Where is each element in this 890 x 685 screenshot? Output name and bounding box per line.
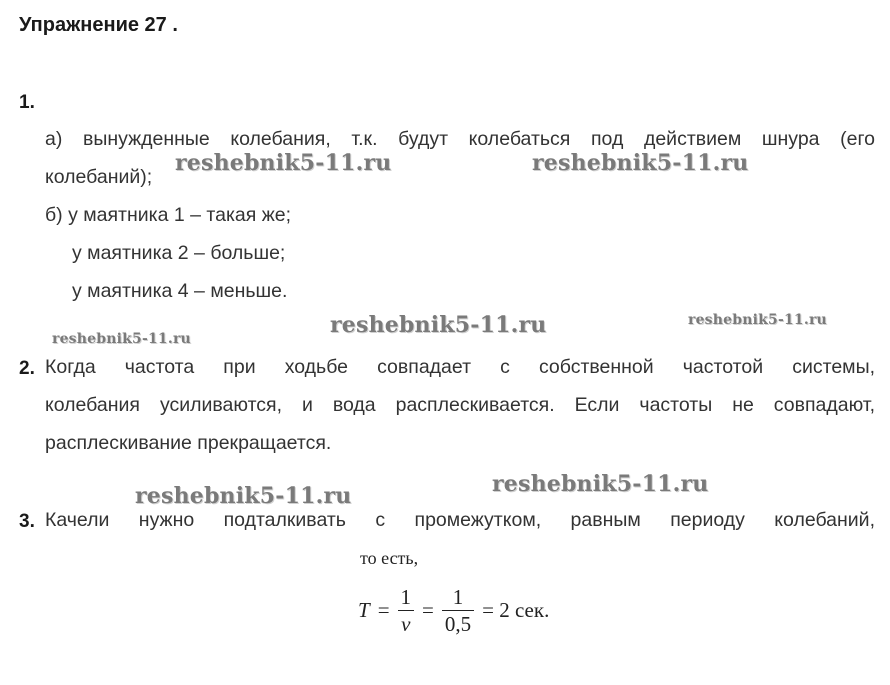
watermark: reshebnik5-11.ru [330, 312, 547, 338]
fraction-2-denominator: 0,5 [444, 612, 472, 636]
formula-equals-2: = [422, 598, 434, 622]
fraction-2-numerator: 1 [452, 585, 464, 609]
item-2-line-1: Когда частота при ходьбе совпадает с собственной частотой системы, [45, 356, 875, 378]
period-formula [358, 584, 549, 637]
fraction-1-denominator: ν [401, 612, 411, 636]
exercise-title: Упражнение 27 . [19, 14, 178, 36]
watermark: reshebnik5-11.ru [135, 483, 352, 509]
item-1-number: 1. [19, 92, 35, 113]
item-3-line-2: то есть, [360, 548, 419, 568]
watermark: reshebnik5-11.ru [492, 471, 709, 497]
item-2-number: 2. [19, 358, 35, 379]
watermark: reshebnik5-11.ru [52, 331, 191, 347]
item-2-line-2: колебания усиливаются, и вода расплескивается. Если частоты не совпадают, [45, 394, 875, 416]
watermark: reshebnik5-11.ru [175, 150, 392, 176]
item-1b-line-3: у маятника 4 – меньше. [72, 280, 288, 302]
formula-fraction-1 [398, 584, 415, 637]
fraction-1-numerator: 1 [400, 585, 412, 609]
formula-lhs: T [358, 598, 370, 622]
item-2-line-3: расплескивание прекращается. [45, 432, 332, 454]
watermark: reshebnik5-11.ru [532, 150, 749, 176]
formula-equals-1: = [377, 598, 390, 622]
item-1b-line-2: у маятника 2 – больше; [72, 242, 286, 264]
formula-fraction-2 [442, 584, 474, 637]
item-1b-line-1: б) у маятника 1 – такая же; [45, 204, 292, 226]
item-1a-line-2: колебаний); [45, 166, 153, 188]
item-3-number: 3. [19, 511, 35, 532]
watermark: reshebnik5-11.ru [688, 312, 827, 328]
item-1a-line-1: а) вынужденные колебания, т.к. будут колебаться под действием шнура (его [45, 128, 875, 150]
formula-result: = 2 сек. [482, 598, 550, 622]
item-3-line-1: Качели нужно подталкивать с промежутком, равным периоду колебаний, [45, 509, 875, 531]
